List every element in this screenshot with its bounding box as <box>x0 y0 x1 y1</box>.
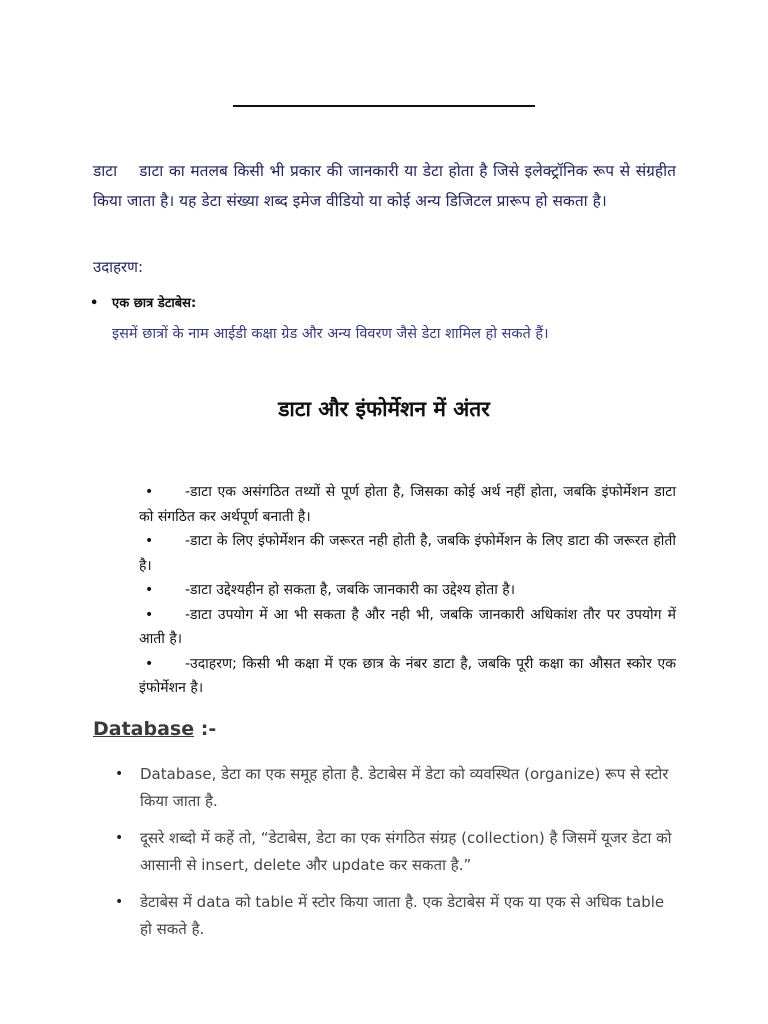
difference-item-text: -डाटा एक असंगठित तथ्यों से पूर्ण होता है, जिसका कोई अर्थ नहीं होता, जबकि इंफोर्मेशन डाटा को संगठित कर अर्थपूर्ण बनाती है। <box>139 484 676 525</box>
database-heading-word: Database <box>93 718 195 740</box>
database-item-text: Database, डेटा का एक समूह होता है. डेटाबेस में डेटा को व्यवस्थित (organize) रूप से स्टोर किया जाता है. <box>140 765 669 810</box>
difference-item-text: -डाटा उद्देश्यहीन हो सकता है, जबकि जानकारी का उद्देश्य होता है। <box>185 582 516 598</box>
difference-heading: डाटा और इंफोर्मेशन में अंतर <box>278 397 490 421</box>
list-item <box>115 889 676 943</box>
bullet-icon: • <box>145 582 154 598</box>
database-item-text: डेटाबेस में data को table में स्टोर किया जाता है. एक डेटाबेस में एक या एक से अधिक table हो सकते है. <box>140 893 665 938</box>
difference-list <box>139 480 676 701</box>
list-item <box>115 825 676 879</box>
example-label: उदाहरण: <box>93 258 144 276</box>
difference-item-text: -डाटा के लिए इंफोर्मेशन की जरूरत नही होती है, जबकि इंफोर्मेशन के लिए डाटा की जरूरत होती है। <box>139 533 676 574</box>
list-item <box>139 578 676 603</box>
bullet-icon: • <box>115 766 124 782</box>
difference-item-text: -उदाहरण; किसी भी कक्षा में एक छात्र के नंबर डाटा है, जबकि पूरी कक्षा का औसत स्कोर एक इंफोर्मेशन है। <box>139 655 676 696</box>
intro-text: डाटा का मतलब किसी भी प्रकार की जानकारी या डेटा होता है जिसे इलेक्ट्रॉनिक रूप से संग्रहीत किया जाता है। यह डेटा संख्या शब्द इमेज वीडियो या कोई अन्य डिजिटल प्रारूप हो सकता है। <box>93 162 676 210</box>
example-list-item <box>90 293 196 311</box>
bullet-icon: • <box>115 894 124 910</box>
bullet-icon: • <box>145 533 154 549</box>
example-item-description: इसमें छात्रों के नाम आईडी कक्षा ग्रेड और अन्य विवरण जैसे डेटा शामिल हो सकते हैं। <box>112 326 549 342</box>
list-item <box>139 480 676 529</box>
list-item <box>139 603 676 652</box>
example-item-title: एक छात्र डेटाबेस: <box>112 296 197 311</box>
database-item-text: दूसरे शब्दो में कहें तो, “डेटाबेस, डेटा का एक संगठित संग्रह (collection) है जिसमें यूजर डेटा को आसानी से insert, delete और update कर सकता है.” <box>140 829 672 874</box>
list-item <box>115 761 676 815</box>
database-list <box>115 761 676 953</box>
intro-lead-word: डाटा <box>93 162 118 180</box>
bullet-icon: • <box>145 655 154 672</box>
title-underline-rule <box>233 105 535 107</box>
database-heading-suffix: :- <box>200 718 217 740</box>
intro-paragraph <box>93 156 676 216</box>
database-heading <box>93 718 216 740</box>
bullet-icon: • <box>145 484 154 500</box>
bullet-icon: • <box>115 830 124 846</box>
difference-item-text: -डाटा उपयोग में आ भी सकता है और नही भी, जबकि जानकारी अधिकांश तौर पर उपयोग में आती है। <box>139 606 676 647</box>
bullet-icon: • <box>90 296 99 311</box>
list-item <box>139 652 676 701</box>
list-item <box>139 529 676 578</box>
bullet-icon: • <box>145 606 154 623</box>
